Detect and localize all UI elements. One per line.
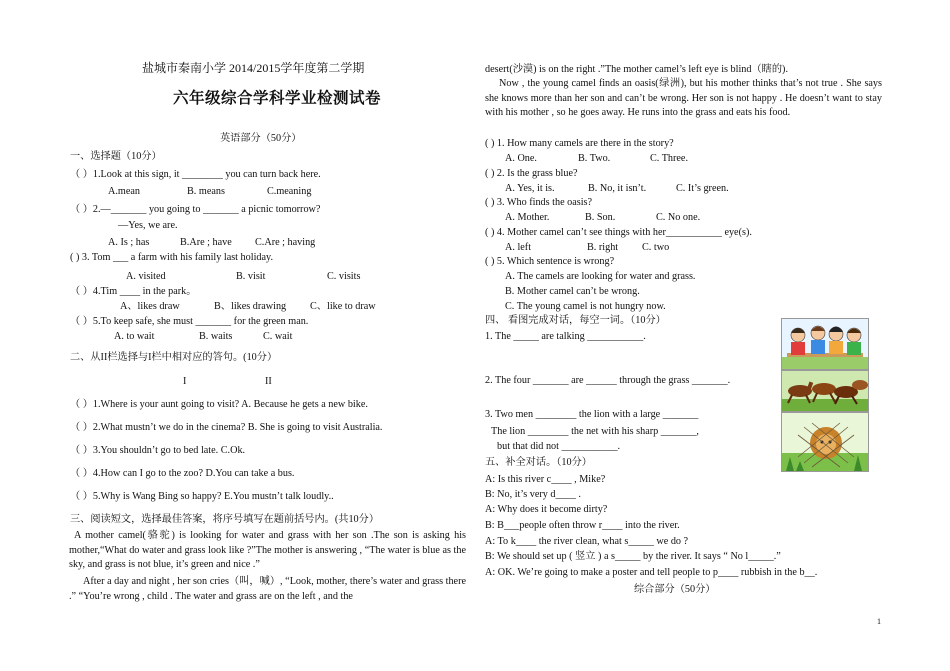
- people-talking-illustration: [782, 319, 868, 369]
- rq5-option-a: A. The camels are looking for water and grass.: [505, 271, 696, 282]
- rq1-option-c: C. Three.: [650, 153, 689, 164]
- rq3-option-c: C. No one.: [656, 212, 701, 223]
- rq1-option-a: A. One.: [505, 153, 537, 164]
- picture-sentence-3c: but that did not ___________.: [497, 441, 621, 452]
- question-3: ( ) 3. Tom ___ a farm with his family last holiday.: [70, 252, 274, 263]
- q5-option-b: B. waits: [199, 331, 233, 342]
- dialogue-line: A: Is this river c____ , Mike?: [485, 474, 606, 485]
- q5-option-c: C. wait: [263, 331, 293, 342]
- q1-option-a: A.mean: [108, 186, 140, 197]
- reading-paragraph-2-continued: desert(沙漠) is on the right .”The mother camel’s left eye is blind（瞎的).: [485, 64, 788, 75]
- page-number: 1: [877, 617, 881, 626]
- part3-heading: 三、阅读短文，选择最佳答案，将序号填写在题前括号内。(共10分）: [70, 514, 380, 525]
- question-4: （ ）4.Tim ____ in the park。: [70, 286, 197, 297]
- q3-option-c: C. visits: [327, 271, 361, 282]
- column-i-label: I: [183, 376, 187, 387]
- reading-question-4: ( ) 4. Mother camel can’t see things with her___________ eye(s).: [485, 227, 752, 238]
- reading-question-5: ( ) 5. Which sentence is wrong?: [485, 256, 615, 267]
- q3-option-a: A. visited: [126, 271, 166, 282]
- picture-horses-running: [781, 370, 869, 412]
- part1-heading: 一、选择题（10分）: [70, 151, 162, 162]
- q2-option-c: C.Are ; having: [255, 237, 316, 248]
- match-row: （ ）5.Why is Wang Bing so happy? E.You mustn’t talk loudly..: [70, 491, 334, 502]
- rq2-option-a: A. Yes, it is.: [505, 183, 555, 194]
- reading-paragraph-2: After a day and night , her son cries（叫，喊）, “Look, mother, there’s water and grass there .” “You’re wrong , child . The water and grass are on the left , and the: [69, 576, 466, 602]
- match-row: （ ）2.What mustn’t we do in the cinema? B. She is going to visit Australia.: [70, 422, 383, 433]
- rq4-option-a: A. left: [505, 242, 532, 253]
- q1-option-c: C.meaning: [267, 186, 312, 197]
- picture-sentence-2: 2. The four _______ are ______ through the grass _______.: [485, 375, 731, 386]
- q4-option-b: B、likes drawing: [214, 301, 287, 312]
- rq2-option-c: C. It’s green.: [676, 183, 729, 194]
- rq1-option-b: B. Two.: [578, 153, 611, 164]
- rq5-option-b: B. Mother camel can’t be wrong.: [505, 286, 640, 297]
- reading-question-1: ( ) 1. How many camels are there in the story?: [485, 138, 674, 149]
- picture-lion-net: [781, 412, 869, 472]
- question-5: （ ）5.To keep safe, she must _______ for the green man.: [70, 316, 309, 327]
- dialogue-line: B: We should set up ( 竖立 ) a s_____ by the river. It says “ No l_____.”: [485, 551, 781, 562]
- q2-reply: —Yes, we are.: [118, 220, 178, 231]
- rq3-option-a: A. Mother.: [505, 212, 550, 223]
- question-2: （ ）2.—_______ you going to _______ a picnic tomorrow?: [70, 204, 321, 215]
- picture-sentence-3b: The lion ________ the net with his sharp _______,: [491, 426, 699, 437]
- q1-option-b: B. means: [187, 186, 225, 197]
- column-ii-label: II: [265, 376, 272, 387]
- q2-option-a: A. Is ; has: [108, 237, 150, 248]
- dialogue-line: B: No, it’s very d____ .: [485, 489, 581, 500]
- english-section-label: 英语部分（50分）: [220, 133, 302, 144]
- match-row: （ ）1.Where is your aunt going to visit? A. Because he gets a new bike.: [70, 399, 368, 410]
- match-row: （ ）4.How can I go to the zoo? D.You can take a bus.: [70, 468, 295, 479]
- picture-sentence-3a: 3. Two men ________ the lion with a large _______: [485, 409, 699, 420]
- q3-option-b: B. visit: [236, 271, 266, 282]
- rq2-option-b: B. No, it isn’t.: [588, 183, 647, 194]
- page-title: 六年级综合学科学业检测试卷: [173, 90, 382, 107]
- question-1: （ ）1.Look at this sign, it ________ you can turn back here.: [70, 169, 321, 180]
- q5-option-a: A. to wait: [114, 331, 155, 342]
- dialogue-line: B: B___people often throw r____ into the river.: [485, 520, 680, 531]
- dialogue-line: A: OK. We’re going to make a poster and tell people to p____ rubbish in the b__.: [485, 567, 818, 578]
- q2-option-b: B.Are ; have: [180, 237, 232, 248]
- dialogue-line: A: Why does it become dirty?: [485, 504, 608, 515]
- match-row: （ ）3.You shouldn’t go to bed late. C.Ok.: [70, 445, 246, 456]
- rq4-option-c: C. two: [642, 242, 670, 253]
- part2-heading: 二、从II栏选择与I栏中相对应的答句。(10分）: [70, 352, 278, 363]
- part4-heading: 四、 看图完成对话，每空一词。（10分）: [485, 315, 666, 326]
- q4-option-a: A、likes draw: [120, 301, 180, 312]
- horses-illustration: [782, 371, 868, 411]
- part5-heading: 五、补全对话。（10分）: [485, 457, 592, 468]
- school-term-line: 盐城市秦南小学 2014/2015学年度第二学期: [142, 61, 365, 75]
- reading-paragraph-1: A mother camel(骆驼) is looking for water and grass with her son .The son is asking his mother,“What do water and grass look like ?”The mother is answering , “The water is blue as the sky, and grass is not blue, it’s green and nice .”: [69, 530, 466, 570]
- reading-question-2: ( ) 2. Is the grass blue?: [485, 168, 578, 179]
- q4-option-c: C、like to draw: [310, 301, 376, 312]
- reading-question-3: ( ) 3. Who finds the oasis?: [485, 197, 593, 208]
- comprehensive-section-label: 综合部分（50分）: [634, 584, 716, 595]
- rq5-option-c: C. The young camel is not hungry now.: [505, 301, 666, 312]
- reading-paragraph-3: Now , the young camel finds an oasis(绿洲), but his mother thinks that’s not true . She says she knows more than her son and can’t be wrong. Her son is not happy . He doesn’t want to stay with his mother , so he goes away. He runs into the grass and eats his food.: [485, 78, 882, 118]
- rq4-option-b: B. right: [587, 242, 619, 253]
- lion-net-illustration: [782, 413, 868, 471]
- dialogue-line: A: To k____ the river clean, what s_____ we do ?: [485, 536, 689, 547]
- rq3-option-b: B. Son.: [585, 212, 616, 223]
- picture-people-talking: [781, 318, 869, 370]
- picture-sentence-1: 1. The _____ are talking ___________.: [485, 331, 646, 342]
